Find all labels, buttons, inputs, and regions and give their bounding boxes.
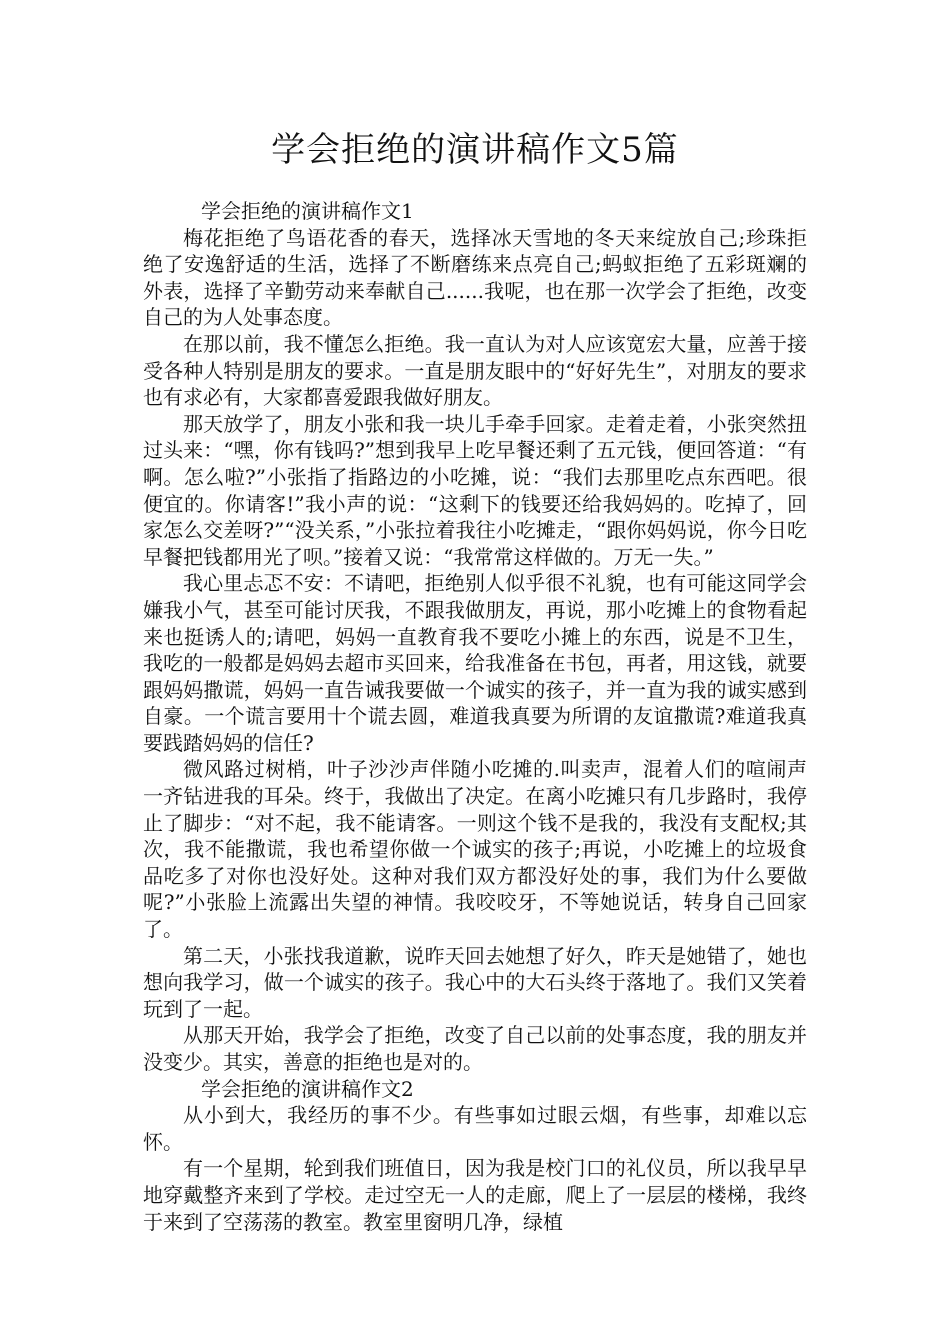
paragraph: 第二天，小张找我道歉，说昨天回去她想了好久，昨天是她错了，她也想向我学习，做一个诚实的孩子。我心中的大石头终于落地了。我们又笑着玩到了一起。: [143, 943, 807, 1021]
paragraph: 有一个星期，轮到我们班值日，因为我是校门口的礼仪员，所以我早早地穿戴整齐来到了学校。走过空无一人的走廊，爬上了一层层的楼梯，我终于来到了空荡荡的教室。教室里窗明几净，绿植: [143, 1156, 807, 1234]
paragraph: 在那以前，我不懂怎么拒绝。我一直认为对人应该宽宏大量，应善于接受各种人特别是朋友的要求。一直是朋友眼中的“好好先生”，对朋友的要求也有求必有，大家都喜爱跟我做好朋友。: [143, 331, 807, 410]
section-heading: 学会拒绝的演讲稿作文2: [201, 1076, 414, 1101]
paragraph: 那天放学了，朋友小张和我一块儿手牵手回家。走着走着，小张突然扭过头来：“嘿，你有钱吗?”想到我早上吃早餐还剩了五元钱，便回答道：“有啊。怎么啦?”小张指了指路边的小吃摊，说：“我们去那里吃点东西吧。很便宜的。你请客!”我小声的说：“这剩下的钱要还给我妈妈的。吃掉了，回家怎么交差呀?”“没关系，”小张拉着我往小吃摊走，“跟你妈妈说，你今日吃早餐把钱都用光了呗。”接着又说：“我常常这样做的。万无一失。”: [143, 411, 807, 569]
paragraph: 从那天开始，我学会了拒绝，改变了自己以前的处事态度，我的朋友并没变少。其实，善意的拒绝也是对的。: [143, 1023, 807, 1074]
document-title: 学会拒绝的演讲稿作文5篇: [271, 130, 679, 170]
paragraph: 从小到大，我经历的事不少。有些事如过眼云烟，有些事，却难以忘怀。: [143, 1103, 807, 1154]
paragraph: 梅花拒绝了鸟语花香的春天，选择冰天雪地的冬天来绽放自己;珍珠拒绝了安逸舒适的生活，选择了不断磨练来点亮自己;蚂蚁拒绝了五彩斑斓的外表，选择了辛勤劳动来奉献自己......我呢，也在那一次学会了拒绝，改变自己的为人处事态度。: [143, 225, 807, 330]
paragraph: 微风路过树梢，叶子沙沙声伴随小吃摊的.叫卖声，混着人们的喧闹声一齐钻进我的耳朵。终于，我做出了决定。在离小吃摊只有几步路时，我停止了脚步：“对不起，我不能请客。一则这个钱不是我的，我没有支配权;其次，我不能撒谎，我也希望你做一个诚实的孩子;再说，小吃摊上的垃圾食品吃多了对你也没好处。这种对我们双方都没好处的事，我们为什么要做呢?”小张脸上流露出失望的神情。我咬咬牙，不等她说话，转身自己回家了。: [143, 757, 807, 942]
document-body: [143, 198, 807, 1235]
section-heading: 学会拒绝的演讲稿作文1: [201, 199, 414, 223]
paragraph: 我心里忐忑不安：不请吧，拒绝别人似乎很不礼貌，也有可能这同学会嫌我小气，甚至可能讨厌我，不跟我做朋友，再说，那小吃摊上的食物看起来也挺诱人的;请吧，妈妈一直教育我不要吃小摊上的东西，说是不卫生，我吃的一般都是妈妈去超市买回来，给我准备在书包，再者，用这钱，就要跟妈妈撒谎，妈妈一直告诫我要做一个诚实的孩子，并一直为我的诚实感到自豪。一个谎言要用十个谎去圆，难道我真要为所谓的友谊撒谎?难道我真要践踏妈妈的信任?: [143, 571, 807, 755]
